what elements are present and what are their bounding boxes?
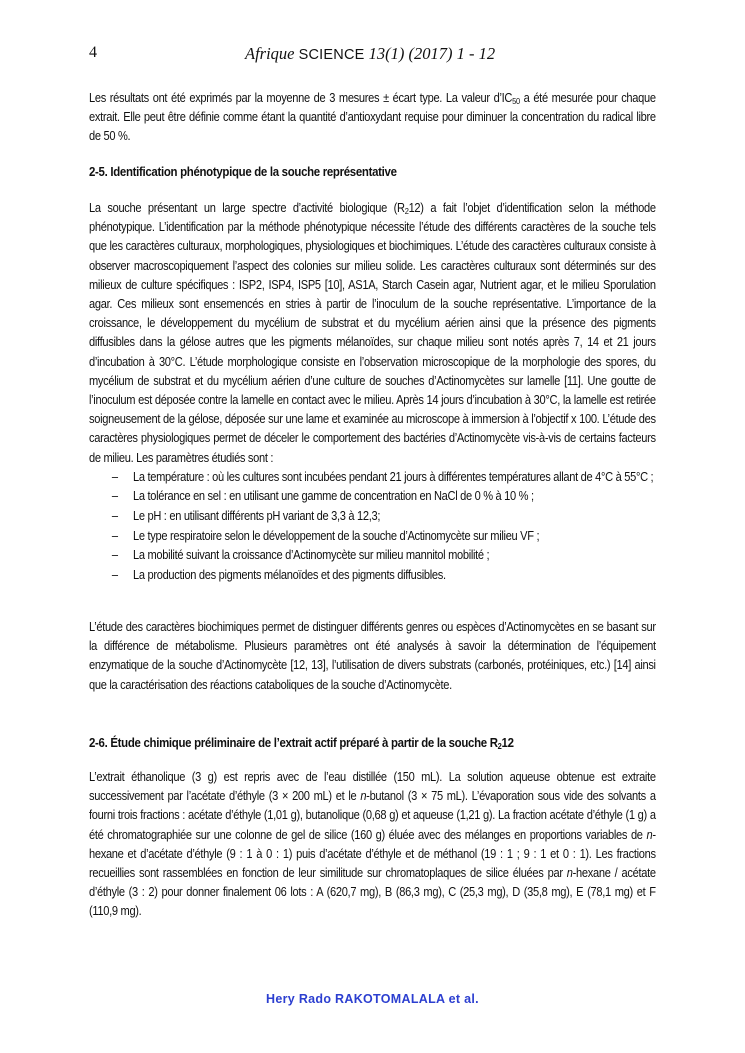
journal-volume: 13(1) (2017) 1 - 12	[368, 44, 496, 63]
list-item: – La température : où les cultures sont incubées pendant 21 jours à différentes températures allant de 4°C à 55°C ;	[89, 468, 656, 488]
journal-header	[245, 44, 495, 64]
footer-authors: Hery Rado RAKOTOMALALA et al.	[266, 992, 479, 1006]
section-2-6-heading: 2-6. Étude chimique préliminaire de l’extrait actif préparé à partir de la souche $R_212$	[89, 735, 514, 751]
section-2-5-body-2	[89, 618, 656, 695]
intro-block	[89, 89, 656, 147]
section-2-5-paragraph-1: La souche présentant un large spectre d’activité biologique $(R_212)$ a fait l’objet d’identification selon la méthode phénotypique. L’identification par la méthode phénotypique nécessite l’étude des différents caractères de la souche tels que les caractères culturaux, morphologiques, physiologiques et biochimiques. L’étude des caractères culturaux consiste à observer macroscopiquement l’aspect des colonies sur milieu solide. Les caractères culturaux sont déterminés sur des milieux de culture spécifiques : ISP2, ISP4, ISP5 [10], AS1A, Starch Casein agar, Nutrient agar, et le milieu Sporulation agar. Ces milieux sont ensemencés en stries à partir de l’inoculum de la souche représentative. L’importance de la croissance, le développement du mycélium de substrat et du mycélium aérien ainsi que la présence des pigments diffusibles dans la gélose autres que les pigments mélanoïdes, sur chaque milieu sont notés après 7, 14 et 21 jours d’incubation à 30°C. L’étude morphologique consiste en l’observation microscopique de la morphologie des spores, du mycélium de substrat et du mycélium aérien d’une culture de souches d’Actinomycètes sur lamelle [11]. Une goutte de l’inoculum est déposée contre la lamelle en contact avec le milieu. Après 14 jours d’incubation à 30°C, la lamelle est retirée soigneusement de la gélose, déposée sur une lame et examinée au microscope à immersion à l’objectif x 100. L’étude des caractères physiologiques permet de déceler le comportement des bactéries d’Actinomycète vis-à-vis de certains facteurs de milieu. Les paramètres étudiés sont :	[89, 201, 656, 465]
list-item: – Le pH : en utilisant différents pH variant de 3,3 à 12,3;	[89, 507, 656, 527]
list-item: – La tolérance en sel : en utilisant une gamme de concentration en NaCl de 0 % à 10 % ;	[89, 487, 656, 507]
section-2-6-paragraph: L’extrait éthanolique (3 g) est repris avec de l’eau distillée (150 mL). La solution aqueuse obtenue est extraite successivement par l’acétate d’éthyle (3 × 200 mL) et le n-butanol (3 × 75 mL). L’évaporation sous vide des solvants a fourni trois fractions : acétate d’éthyle (1,01 g), butanolique (0,68 g) et aqueuse (1,21 g). La fraction acétate d’éthyle (1 g) a été chromatographiée sur une colonne de gel de silice (160 g) éluée avec des mélanges en proportions variables de n-hexane et d’acétate d’éthyle (9 : 1 à 0 : 1) puis d’acétate d’éthyle et de méthanol (19 : 1 ; 9 : 1 et 0 : 1). Les fractions recueillies sont rassemblées en fonction de leur similitude sur chromatoplaques de silice éluées par n-hexane / acétate d’éthyle (3 : 2) pour donner finalement 06 lots : A (620,7 mg), B (86,3 mg), C (25,3 mg), D (35,8 mg), E (78,1 mg) et F (110,9 mg).	[89, 770, 656, 919]
section-2-6-body	[89, 768, 656, 922]
intro-paragraph: Les résultats ont été exprimés par la moyenne de 3 mesures ± écart type. La valeur $d’IC_{50}$ a été mesurée pour chaque extrait. Elle peut être définie comme étant la quantité d’antioxydant requise pour diminuer la concentration du radical libre de 50 %.	[89, 91, 656, 144]
journal-name-science: SCIENCE	[298, 47, 365, 63]
journal-name-afrique: Afrique	[245, 44, 295, 63]
page-number: 4	[89, 44, 97, 61]
list-item: – La mobilité suivant la croissance d’Actinomycète sur milieu mannitol mobilité ;	[89, 546, 656, 566]
section-2-5	[89, 162, 656, 181]
parameter-list	[89, 468, 656, 586]
section-2-6	[89, 733, 656, 752]
section-2-5-paragraph-2: L’étude des caractères biochimiques permet de distinguer différents genres ou espèces d’Actinomycètes en se basant sur la différence de métabolisme. Plusieurs paramètres ont été analysés à savoir la détermination de l’équipement enzymatique de la souche d’Actinomycète [12, 13], l’utilisation de divers substrats (carbonés, protéiniques, etc.) [14] ainsi que la caractérisation des réactions cataboliques de la souche d’Actinomycète.	[89, 620, 656, 692]
list-item: – Le type respiratoire selon le développement de la souche d’Actinomycète sur milieu VF ;	[89, 527, 656, 547]
section-2-5-body	[89, 199, 656, 585]
section-2-5-heading: 2-5. Identification phénotypique de la souche représentative	[89, 164, 397, 179]
list-item: – La production des pigments mélanoïdes et des pigments diffusibles.	[89, 566, 656, 586]
